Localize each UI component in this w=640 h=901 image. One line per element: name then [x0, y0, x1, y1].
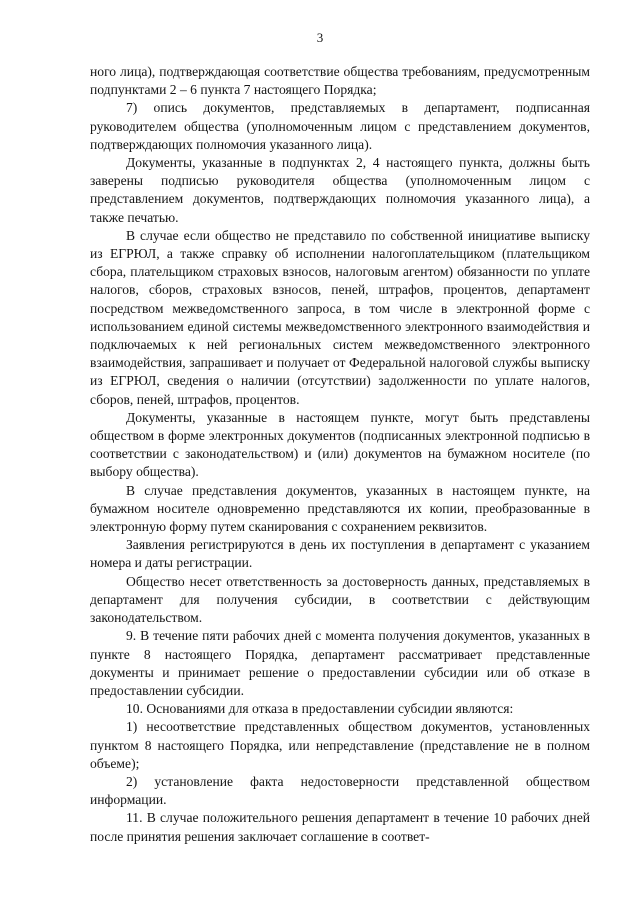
paragraph-paper-copies: В случае представления документов, указанных в настоящем пункте, на бумажном носителе одновременно представляются их копии, преобразованные в электронную форму путем сканирования с сохранением реквизитов.	[90, 482, 590, 535]
paragraph-section-10: 10. Основаниями для отказа в предоставлении субсидии являются:	[126, 701, 514, 717]
paragraph-electronic-documents: Документы, указанные в настоящем пункте, могут быть представлены обществом в форме электронных документов (подписанных электронной подписью в соответствии с законодательством) и (или) документов на бумажном носителе (по выбору общества).	[90, 409, 590, 480]
paragraph-refusal-reason-1: 1) несоответствие представленных обществом документов, установленных пунктом 8 настоящего Порядка, или непредставление (представление не в полном объеме);	[90, 719, 590, 771]
paragraph-certification: Документы, указанные в подпунктах 2, 4 настоящего пункта, должны быть заверены подписью руководителя общества (уполномоченным лицом с представлением документов, подтверждающих полномочия указанного лица), а также печатью.	[90, 155, 590, 225]
paragraph-continuation: ного лица), подтверждающая соответствие общества требованиям, предусмотренным подпунктами 2 – 6 пункта 7 настоящего Порядка;	[90, 64, 590, 98]
paragraph-section-11: 11. В случае положительного решения департамент в течение 10 рабочих дней после принятия решения заключает соглашение в соответ-	[90, 810, 590, 844]
paragraph-interagency-request: В случае если общество не представило по собственной инициативе выписку из ЕГРЮЛ, а также справку об исполнении налогоплательщиком (плательщиком сбора, плательщиком страховых взносов, налоговым агентом) обязанности по уплате налогов, сборов, страховых взносов, пеней, штрафов, процентов, департамент посредством межведомственного запроса, в том числе в электронной форме с использованием единой системы межведомственного электронного взаимодействия и подключаемых к ней региональных систем межведомственного электронного взаимодействия, запрашивает и получает от Федеральной налоговой службы выписку из ЕГРЮЛ, сведения о наличии (отсутствии) задолженности по уплате налогов, сборов, пеней, штрафов, процентов.	[90, 227, 590, 407]
paragraph-registration: Заявления регистрируются в день их поступления в департамент с указанием номера и даты регистрации.	[90, 537, 590, 571]
paragraph-responsibility: Общество несет ответственность за достоверность данных, представляемых в департамент для получения субсидии, в соответствии с действующим законодательством.	[90, 573, 590, 626]
document-body	[90, 63, 590, 846]
paragraph-section-9: 9. В течение пяти рабочих дней с момента получения документов, указанных в пункте 8 настоящего Порядка, департамент рассматривает представленные документы и принимает решение о предоставлении субсидии или об отказе в предоставлении субсидии.	[90, 628, 590, 698]
page-number: 3	[316, 30, 324, 45]
paragraph-item-7: 7) опись документов, представляемых в департамент, подписанная руководителем общества (уполномоченным лицом с представлением документов, подтверждающих полномочия указанного лица).	[90, 100, 590, 152]
paragraph-refusal-reason-2: 2) установление факта недостоверности представленной обществом информации.	[90, 773, 590, 808]
